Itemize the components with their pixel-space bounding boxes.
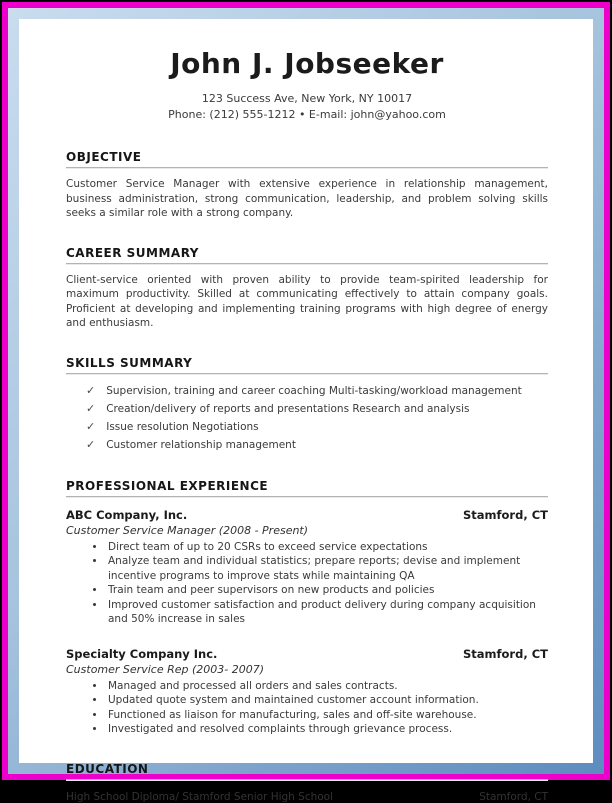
job-location: Stamford, CT xyxy=(463,646,548,661)
skill-item xyxy=(86,400,548,418)
job-entry xyxy=(66,647,548,737)
job-bullet: • Train team and peer supervisors on new products and policies xyxy=(106,583,548,598)
job-bullet-list xyxy=(66,679,548,737)
resume-page xyxy=(19,19,593,803)
job-bullet-list xyxy=(66,540,548,627)
experience-heading: PROFESSIONAL EXPERIENCE xyxy=(66,479,548,497)
job-head xyxy=(66,508,548,522)
education-location: Stamford, CT xyxy=(479,790,548,803)
company-name: Specialty Company Inc. xyxy=(66,646,218,661)
check-icon: ✓ xyxy=(86,401,96,415)
skill-item-label: Customer relationship management xyxy=(106,438,296,451)
skills-summary-section xyxy=(66,356,548,454)
objective-text: Customer Service Manager with extensive experience in relationship management, business administration, strong communication, leadership, and problem solving skills seeks a similar role with a strong company. xyxy=(66,178,548,219)
skills-summary-heading: SKILLS SUMMARY xyxy=(66,356,548,374)
education-heading: EDUCATION xyxy=(66,762,548,780)
job-title: Customer Service Manager (2008 - Present) xyxy=(66,523,309,537)
objective-section xyxy=(66,150,548,221)
check-icon: ✓ xyxy=(86,383,96,397)
job-bullet: • Direct team of up to 20 CSRs to exceed service expectations xyxy=(106,540,548,555)
education-section xyxy=(66,762,548,803)
resume-header xyxy=(66,47,548,123)
skills-list xyxy=(66,382,548,454)
person-name: John J. Jobseeker xyxy=(170,47,444,80)
job-bullet: • Investigated and resolved complaints through grievance process. xyxy=(106,722,548,737)
blue-frame xyxy=(8,8,604,803)
career-summary-heading: CAREER SUMMARY xyxy=(66,246,548,264)
job-title: Customer Service Rep (2003- 2007) xyxy=(66,662,265,676)
skill-item-label: Creation/delivery of reports and presentations Research and analysis xyxy=(106,402,470,415)
education-degree: High School Diploma/ Stamford Senior High School xyxy=(66,790,334,803)
check-icon: ✓ xyxy=(86,437,96,451)
job-head xyxy=(66,647,548,661)
job-entry xyxy=(66,508,548,627)
job-bullet: • Analyze team and individual statistics; prepare reports; devise and implement incentive programs to improve stats while maintaining QA xyxy=(106,554,548,583)
career-summary-text: Client-service oriented with proven ability to provide team-spirited leadership for maximum productivity. Skilled at communicating effectively to attain company goals. Proficient at developing and implementing training programs with high degree of energy and enthusiasm. xyxy=(66,273,548,329)
company-name: ABC Company, Inc. xyxy=(66,507,188,522)
education-row xyxy=(66,791,548,803)
experience-section xyxy=(66,479,548,737)
skill-item xyxy=(86,418,548,436)
objective-heading: OBJECTIVE xyxy=(66,150,548,168)
job-location: Stamford, CT xyxy=(463,507,548,522)
skill-item-label: Issue resolution Negotiations xyxy=(106,420,259,433)
magenta-frame xyxy=(2,2,610,803)
check-icon: ✓ xyxy=(86,419,96,433)
job-bullet: • Functioned as liaison for manufacturing, sales and off-site warehouse. xyxy=(106,708,548,723)
job-bullet: • Managed and processed all orders and sales contracts. xyxy=(106,679,548,694)
job-bullet: • Updated quote system and maintained customer account information. xyxy=(106,693,548,708)
job-bullet: • Improved customer satisfaction and product delivery during company acquisition and 50% increase in sales xyxy=(106,598,548,627)
phone-email-line: Phone: (212) 555-1212 • E-mail: john@yahoo.com xyxy=(168,108,446,121)
address-line: 123 Success Ave, New York, NY 10017 xyxy=(201,92,413,105)
skill-item xyxy=(86,382,548,400)
career-summary-section xyxy=(66,246,548,331)
skill-item xyxy=(86,436,548,454)
skill-item-label: Supervision, training and career coaching Multi-tasking/workload management xyxy=(106,384,522,397)
